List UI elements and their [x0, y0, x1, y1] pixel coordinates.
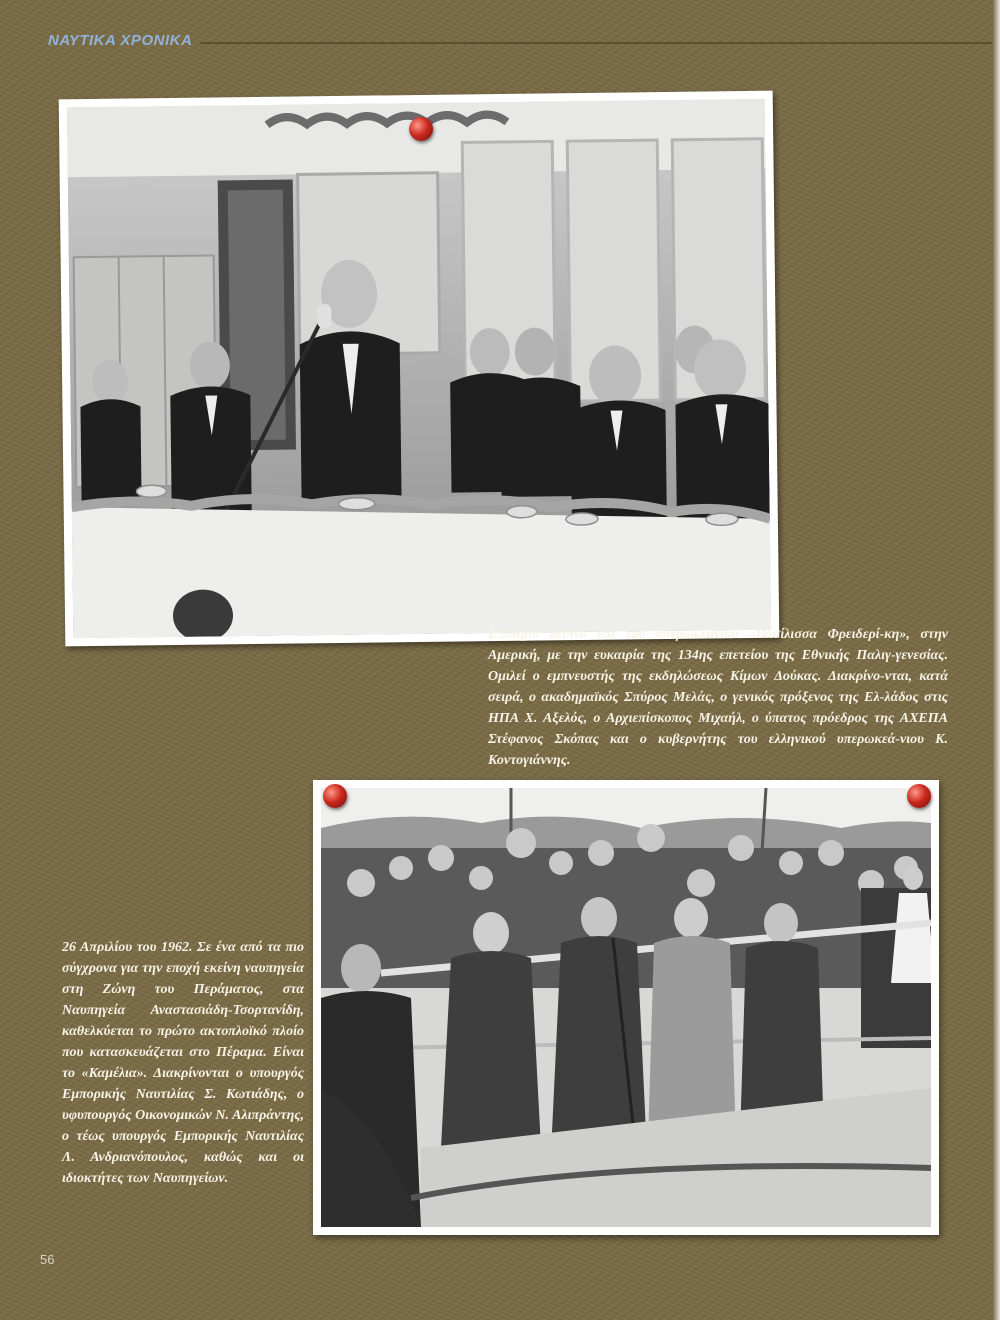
official-dinner-image: [67, 99, 771, 638]
pushpin-icon: [323, 784, 347, 808]
page-number: 56: [40, 1252, 55, 1267]
shipyard-launch-photo: [313, 780, 939, 1235]
pushpin-icon: [907, 784, 931, 808]
shipyard-launch-image: [321, 788, 931, 1227]
header-rule: [200, 42, 1000, 44]
page-edge: [992, 0, 1000, 1320]
shipyard-caption: 26 Απριλίου του 1962. Σε ένα από τα πιο σύγχρονα για την εποχή εκείνη ναυπηγεία στη Ζώνη του Περάματος, στα Ναυπηγεία Αναστασιάδη-Τσορτανίδη, καθελκύεται το πρώτο ακτοπλοϊκό πλοίο που κατασκευάζεται στο Πέραμα. Είναι το «Καμέλια». Διακρίνονται ο υπουργός Εμπορικής Ναυτιλίας Σ. Κωτιάδης, ο υφυπουργός Οικονομικών Ν. Αλιπράντης, ο τέως υπουργός Εμπορικής Ναυτιλίας Λ. Ανδριανόπουλος, καθώς και οι ιδιοκτήτες των Ναυπηγείων.: [62, 940, 304, 1186]
pushpin-icon: [409, 117, 433, 141]
section-header: ΝΑΥΤΙΚΑ ΧΡΟΝΙΚΑ: [48, 32, 193, 49]
official-dinner-photo: [59, 91, 780, 647]
dinner-caption: Επίσημο δείπνο επί του υπερωκεάνιου «Βασίλισσα Φρειδερί-κη», στην Αμερική, με την ευκαιρία της 134ης επετείου της Εθνικής Παλιγ-γενεσίας. Ομιλεί ο εμπνευστής της εκδηλώσεως Κίμων Δούκας. Διακρίνο-νται, κατά σειρά, ο ακαδημαϊκός Σπύρος Μελάς, ο γενικός πρόξενος της Ελ-λάδος στις ΗΠΑ Χ. Αξελός, ο Αρχιεπίσκοπος Μιχαήλ, ο ύπατος πρόεδρος της ΑΧΕΠΑ Στέφανος Σκόπας και ο κυβερνήτης του ελληνικού υπερωκεά-νιου Κ. Κοντογιάννης.: [488, 627, 948, 768]
